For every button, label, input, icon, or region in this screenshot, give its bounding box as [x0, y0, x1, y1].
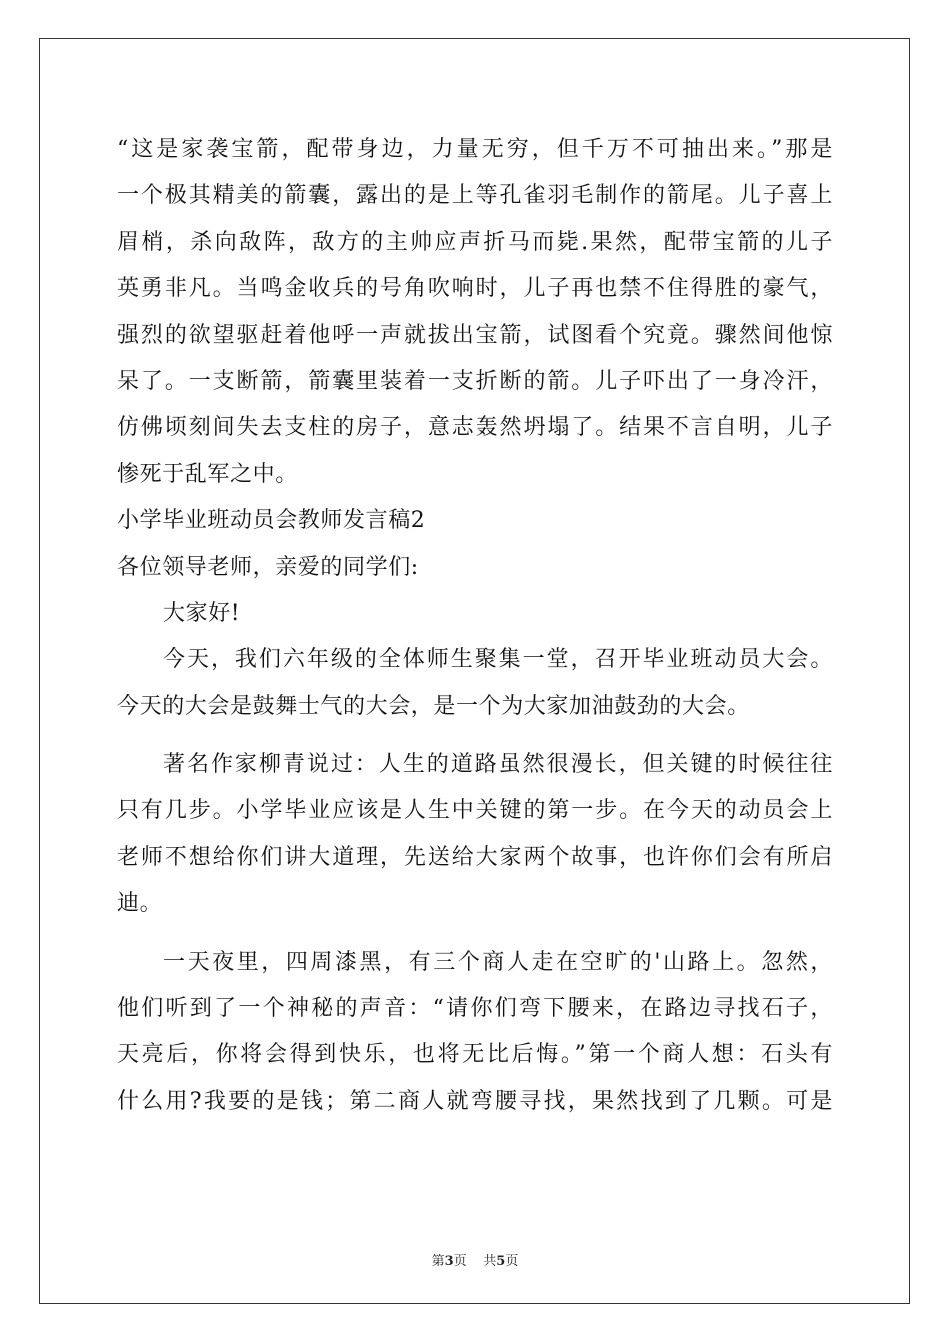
section-heading: 小学毕业班动员会教师发言稿2 [117, 508, 426, 534]
page-footer [0, 1250, 950, 1269]
text-line: 著名作家柳青说过：人生的道路虽然很漫长，但关键的时候往往 [163, 752, 833, 778]
text-line: 只有几步。小学毕业应该是人生中关键的第一步。在今天的动员会上 [117, 798, 833, 824]
document-body [117, 127, 833, 1125]
text-line: 迪。 [117, 891, 163, 917]
page-suffix: 页 [453, 1254, 467, 1269]
text-line: 强烈的欲望驱赶着他呼一声就拔出宝箭，试图看个究竟。骤然间他惊 [117, 322, 833, 348]
text-line: 今天的大会是鼓舞士气的大会，是一个为大家加油鼓劲的大会。 [117, 693, 750, 719]
page-current: 3 [444, 1254, 454, 1269]
greeting: 大家好! [163, 600, 241, 626]
text-line: 惨死于乱军之中。 [117, 461, 298, 487]
salutation: 各位领导老师，亲爱的同学们: [117, 554, 419, 580]
total-suffix: 页 [505, 1254, 519, 1269]
text-line: 他们听到了一个神秘的声音：“请你们弯下腰来，在路边寻找石子， [117, 996, 833, 1022]
text-line: 老师不想给你们讲大道理，先送给大家两个故事，也许你们会有所启 [117, 844, 833, 870]
page-prefix: 第 [431, 1254, 445, 1269]
text-line: 什么用?我要的是钱；第二商人就弯腰寻找，果然找到了几颗。可是 [117, 1088, 833, 1114]
text-line: 呆了。一支断箭，箭囊里装着一支折断的箭。儿子吓出了一身冷汗， [117, 368, 833, 394]
total-prefix: 共 [483, 1254, 497, 1269]
text-line: 一个极其精美的箭囊，露出的是上等孔雀羽毛制作的箭尾。儿子喜上 [117, 183, 833, 209]
page-total: 5 [496, 1254, 506, 1269]
text-line: 眉梢，杀向敌阵，敌方的主帅应声折马而毙.果然，配带宝箭的儿子 [117, 229, 833, 255]
text-line: 天亮后，你将会得到快乐，也将无比后悔。”第一个商人想：石头有 [117, 1042, 833, 1068]
text-line: 仿佛顷刻间失去支柱的房子，意志轰然坍塌了。结果不言自明，儿子 [117, 415, 833, 441]
text-line: 英勇非凡。当鸣金收兵的号角吹响时，儿子再也禁不住得胜的豪气， [117, 276, 833, 302]
text-line: 一天夜里，四周漆黑，有三个商人走在空旷的'山路上。忽然， [163, 949, 833, 975]
text-line: “这是家袭宝箭，配带身边，力量无穷，但千万不可抽出来。”那是 [117, 137, 833, 162]
text-line: 今天，我们六年级的全体师生聚集一堂，召开毕业班动员大会。 [163, 647, 833, 673]
